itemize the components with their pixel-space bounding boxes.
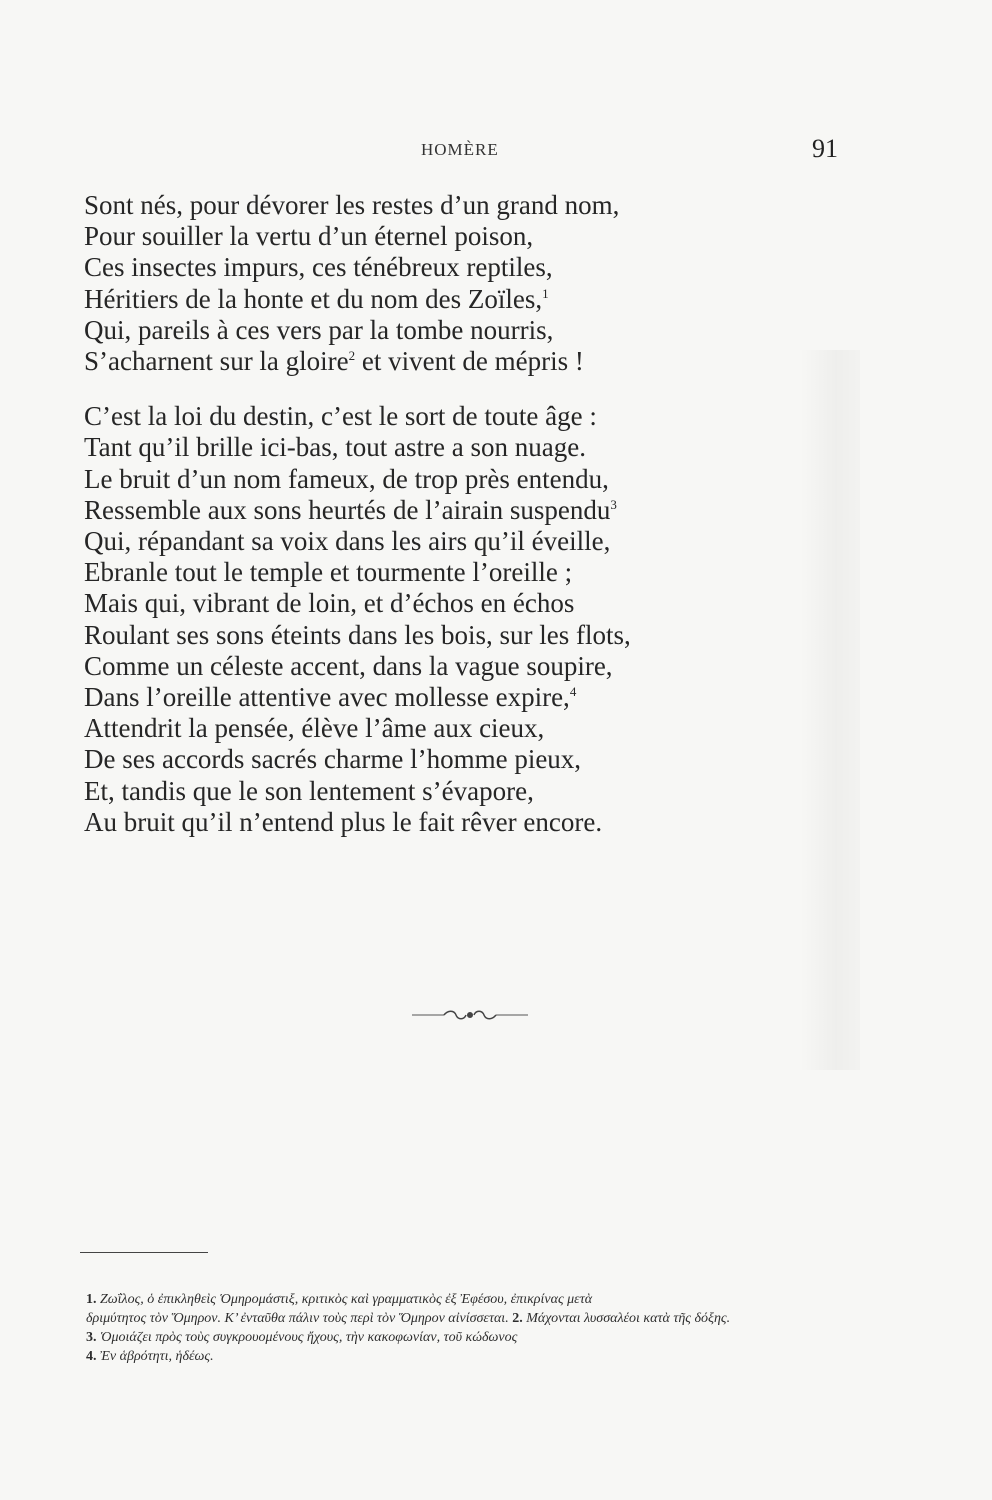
verse-line [84, 315, 804, 346]
footnote-text: Ζωΐλος, ὁ ἐπικληθεὶς Ὁμηρομάστιξ, κριτικὸς καὶ γραμματικὸς ἐξ Ἐφέσου, ἐπικρίνας μετὰ [100, 1292, 593, 1307]
bleed-through-shadow [800, 350, 860, 1070]
footnote-line [86, 1309, 866, 1328]
verse-text: Ebranle tout le temple et tourmente l’oreille ; [84, 557, 573, 588]
verse-line [84, 744, 804, 775]
running-title: HOMÈRE [421, 140, 499, 159]
verse-line [84, 401, 804, 432]
footnote-line [86, 1290, 866, 1309]
footnote-line [86, 1347, 866, 1366]
footnote-number: 3. [86, 1330, 97, 1345]
verse-line [84, 190, 804, 221]
verse-line [84, 620, 804, 651]
footnotes [86, 1290, 866, 1366]
verse-line [84, 713, 804, 744]
verse-line [84, 495, 804, 526]
footnote-text: δριμύτητος τὸν Ὅμηρον. Κ’ ἐνταῦθα πάλιν τοὺς περὶ τὸν Ὅμηρον αἰνίσσεται. [86, 1311, 509, 1326]
verse-line [84, 284, 804, 315]
verse-text: S’acharnent sur la gloire [84, 346, 349, 377]
verse-line [84, 682, 804, 713]
poem-body [84, 190, 804, 838]
footnote-ref: 2 [348, 348, 356, 364]
verse-text: et vivent de mépris ! [355, 346, 584, 377]
verse-text: Comme un céleste accent, dans la vague soupire, [84, 650, 613, 681]
footnote-text: Ὁμοιάζει πρὸς τοὺς συγκρουομένους ἤχους, τὴν κακοφωνίαν, τοῦ κώδωνος [100, 1330, 518, 1345]
footnote-text: Ἐν ἁβρότητι, ἡδέως. [100, 1349, 214, 1364]
verse-text: C’est la loi du destin, c’est le sort de toute âge : [84, 401, 597, 432]
verse-text: Sont nés, pour dévorer les restes d’un grand nom, [84, 190, 620, 220]
footnote-line [86, 1328, 866, 1347]
verse-line [84, 464, 804, 495]
verse-line [84, 526, 804, 557]
verse-line [84, 776, 804, 807]
verse-text: De ses accords sacrés charme l’homme pieux, [84, 744, 582, 775]
verse-text: Ces insectes impurs, ces ténébreux reptiles, [84, 252, 553, 283]
footnote-ref: 3 [610, 496, 617, 512]
footnote-text: Μάχονται λυσσαλέοι κατὰ τῆς δόξης. [526, 1311, 731, 1326]
page-number: 91 [812, 134, 838, 163]
stanza-1 [84, 190, 804, 377]
verse-text: Héritiers de la honte et du nom des Zoïles, [84, 283, 543, 314]
footnote-rule [80, 1252, 208, 1253]
verse-text: Tant qu’il brille ici-bas, tout astre a son nuage. [84, 432, 586, 463]
verse-text: Et, tandis que le son lentement s’évapore, [84, 775, 534, 806]
verse-text: Dans l’oreille attentive avec mollesse expire, [84, 682, 570, 713]
verse-line [84, 221, 804, 252]
verse-line [84, 807, 804, 838]
verse-line [84, 588, 804, 619]
verse-text: Roulant ses sons éteints dans les bois, sur les flots, [84, 619, 631, 650]
verse-line [84, 432, 804, 463]
verse-text: Au bruit qu’il n’entend plus le fait rêver encore. [84, 806, 603, 837]
verse-text: Qui, pareils à ces vers par la tombe nourris, [84, 314, 554, 345]
verse-text: Pour souiller la vertu d’un éternel poison, [84, 221, 534, 252]
verse-text: Attendrit la pensée, élève l’âme aux cieux, [84, 713, 545, 744]
verse-line [84, 557, 804, 588]
verse-line [84, 346, 804, 377]
verse-text: Le bruit d’un nom fameux, de trop près entendu, [84, 463, 609, 494]
footnote-ref: 1 [542, 285, 549, 301]
stanza-2 [84, 401, 804, 838]
ornament-divider [410, 1008, 530, 1022]
verse-line [84, 651, 804, 682]
footnote-number: 4. [86, 1349, 97, 1364]
verse-line [84, 252, 804, 283]
footnote-number: 1. [86, 1292, 97, 1307]
page-header [0, 134, 992, 170]
footnote-number: 2. [512, 1311, 523, 1326]
verse-text: Mais qui, vibrant de loin, et d’échos en échos [84, 588, 575, 619]
verse-text: Qui, répandant sa voix dans les airs qu’il éveille, [84, 526, 611, 557]
footnote-ref: 4 [569, 684, 577, 700]
verse-text: Ressemble aux sons heurtés de l’airain suspendu [84, 494, 611, 525]
